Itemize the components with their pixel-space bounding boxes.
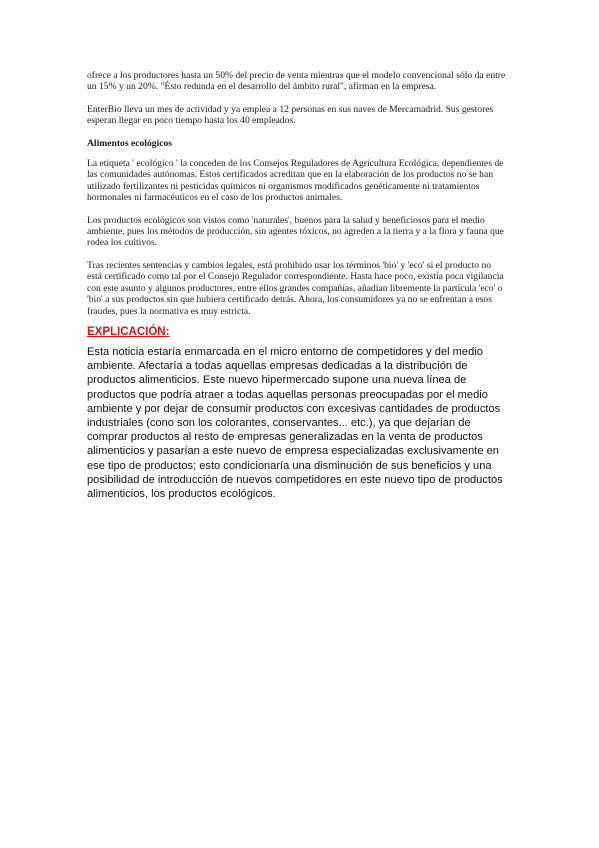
- document-content: [87, 70, 507, 501]
- paragraph-intro-continuation: ofrece a los productores hasta un 50% del precio de venta mientras que el modelo convencional sólo da entre un 15% y un 20%. "Ésto redunda en el desarrollo del ámbito rural", afirman en la empresa.: [87, 70, 506, 93]
- paragraph-etiqueta: La etiqueta ' ecológico ' la conceden de los Consejos Reguladores de Agricultura Ecológica, dependientes de las comunidades autónomas. Estos certificados acreditan que en la elaboración de los productos no se han utilizado fertilizantes ni pesticidas químicos ni organismos modificados genéticamente ni tratamientos hormonales ni farmacéuticos en el caso de los productos animales.: [87, 158, 504, 204]
- paragraph-enterbio: EnterBio lleva un mes de actividad y ya emplea a 12 personas en sus naves de Mercamadrid. Sus gestores esperan llegar en poco tiempo hasta los 40 empleados.: [87, 103, 494, 127]
- explicacion-text: Esta noticia estaría enmarcada en el micro entorno de competidores y del medio ambiente. Afectaría a todas aquellas empresas dedicadas a la distribución de productos alimenticios. Este nuevo hipermercado supone una nueva línea de productos que podría atraer a todas aquellas personas preocupadas por el medio ambiente y por dejar de consumir productos con excesivas cantidades de productos industriales (cono son los colorantes, conservantes... etc.), ya que dejarían de comprar productos al resto de empresas generalizadas en la venta de productos alimenticios y pasarían a este nuevo de empresa especializadas exclusivamente en ese tipo de productos; esto condicionaría una disminución de sus beneficios y una posibilidad de introducción de nuevos competidores en este nuevo tipo de productos alimenticios, los productos ecológicos.: [87, 345, 503, 500]
- explicacion-heading: EXPLICACIÓN:: [87, 325, 170, 338]
- paragraph-naturales: Los productos ecológicos son vistos como 'naturales', buenos para la salud y beneficiosos para el medio ambiente, pues los métodos de producción, sin agentes tóxicos, no agreden a la tierra y a la flora y fauna que rodea los cultivos.: [87, 214, 504, 249]
- section-heading-alimentos: Alimentos ecológicos: [87, 137, 172, 149]
- paragraph-sentencias: Tras recientes sentencias y cambios legales, está prohibido usar los términos 'bio' y 'eco' si el producto no está certificado como tal por el Consejo Regulador correspondiente. Hasta hace poco, existía poca vigilancia con este asunto y algunos productores, entre ellos grandes compañías, añadían libremente la partícula 'eco' o 'bio' a sus productos sin que hubiera certificado detrás. Ahora, los consumidores ya no se enfrentan a esos fraudes, pues la normativa es muy estricta.: [87, 259, 504, 317]
